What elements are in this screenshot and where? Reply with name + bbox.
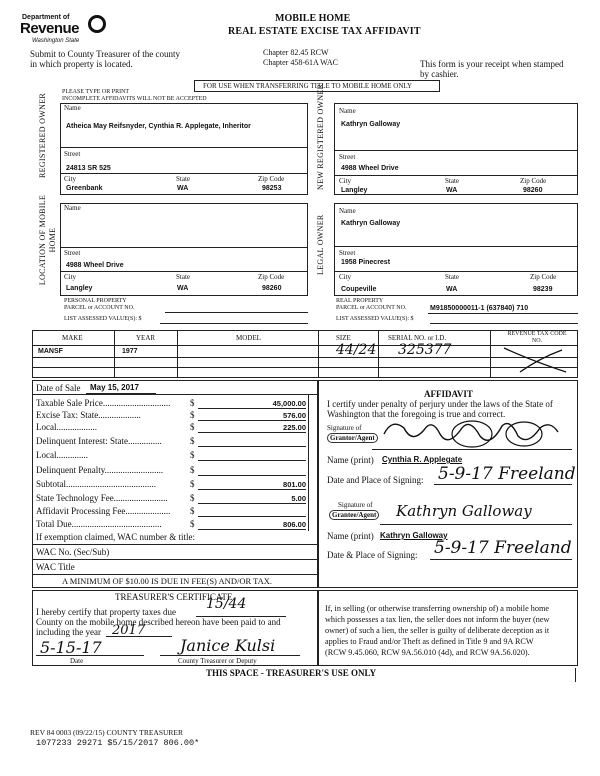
size-value[interactable]: 44/24 bbox=[336, 342, 377, 358]
grantor-agent-label: Grantor/Agent bbox=[327, 433, 378, 443]
new-registered-owner-label: NEW REGISTERED OWNER bbox=[316, 83, 325, 190]
date-of-sale-label: Date of Sale bbox=[36, 383, 81, 393]
location-label: LOCATION OF MOBILE HOME bbox=[38, 194, 57, 286]
fee-row-line bbox=[198, 475, 306, 476]
col-revenue-code: REVENUE TAX CODE NO. bbox=[507, 331, 567, 344]
fee-row-label: Taxable Sale Price.............................. bbox=[36, 398, 171, 408]
registered-owner-label: REGISTERED OWNER bbox=[38, 92, 47, 178]
notice-line4: applies to Fraud and/or Theft as defined in Title 9 and 9A RCW bbox=[325, 637, 534, 646]
fee-row-dollar: $ bbox=[190, 436, 195, 446]
exemption-label: If exemption claimed, WAC number & title: bbox=[36, 532, 196, 542]
loc-zip-value[interactable]: 98260 bbox=[262, 285, 282, 292]
loc-state-value[interactable]: WA bbox=[177, 285, 189, 292]
lo-state-value[interactable]: WA bbox=[446, 286, 458, 293]
grantor-date-label: Date and Place of Signing: bbox=[327, 475, 424, 485]
fee-row-line bbox=[198, 516, 306, 517]
treasurer-line3: including the year bbox=[36, 627, 101, 637]
grantor-sig-label: Signature of bbox=[327, 424, 362, 432]
parcel-left-label: PARCEL or ACCOUNT NO. bbox=[64, 305, 135, 311]
grantor-date-value[interactable]: 5-9-17 Freeland bbox=[438, 464, 576, 484]
ro-zip-value[interactable]: 98253 bbox=[262, 185, 282, 192]
cert-date-value[interactable]: 5-15-17 bbox=[40, 638, 102, 657]
logo-dept: Department of bbox=[22, 14, 70, 21]
nro-street-label: Street bbox=[339, 153, 356, 161]
parcel-right-value[interactable]: M91850000011-1 (637840) 710 bbox=[430, 305, 529, 312]
fee-row-amount[interactable]: 801.00 bbox=[283, 480, 306, 489]
grantee-name-value[interactable]: Kathryn Galloway bbox=[380, 531, 448, 540]
grantee-date-label: Date & Place of Signing: bbox=[327, 550, 418, 560]
nro-zip-label: Zip Code bbox=[520, 177, 547, 185]
lo-city-label: City bbox=[339, 273, 352, 281]
transfer-banner: FOR USE WHEN TRANSFERRING TITLE TO MOBILE HOME ONLY bbox=[194, 80, 440, 92]
fee-row-amount[interactable]: 45,000.00 bbox=[272, 399, 306, 408]
nro-city-value[interactable]: Langley bbox=[341, 187, 368, 194]
nro-state-value[interactable]: WA bbox=[446, 187, 458, 194]
fee-row-dollar: $ bbox=[190, 519, 195, 529]
notice-line3: owner) of such a lien, the seller is guilty of deliberate deception as it bbox=[325, 626, 550, 635]
logo-state: Washington State bbox=[32, 38, 80, 44]
fee-row-label: Excise Tax: State................... bbox=[36, 410, 141, 420]
form-number: REV 84 0003 (09/22/15) COUNTY TREASURER bbox=[30, 728, 183, 737]
loc-state-label: State bbox=[176, 273, 190, 281]
assessed-left-label: LIST ASSESSED VALUE(S): $ bbox=[64, 316, 142, 322]
lo-street-value[interactable]: 1958 Pinecrest bbox=[341, 259, 391, 266]
grantee-sig-label: Signature of bbox=[338, 501, 373, 509]
loc-street-label: Street bbox=[64, 249, 81, 257]
make-value[interactable]: MANSF bbox=[38, 348, 63, 355]
fee-row-label: Total Due........................................ bbox=[36, 519, 162, 529]
fee-row-line bbox=[198, 489, 306, 490]
fee-row-amount[interactable]: 5.00 bbox=[291, 494, 306, 503]
col-year: YEAR bbox=[136, 334, 156, 342]
legal-owner-label: LEGAL OWNER bbox=[316, 214, 325, 275]
nro-zip-value[interactable]: 98260 bbox=[523, 187, 543, 194]
form-title-line1: MOBILE HOME bbox=[275, 13, 351, 24]
lo-name-label: Name bbox=[339, 207, 356, 215]
notice-line5: (RCW 9.45.060, RCW 9A.56.010 (4d), and RCW 9A.56.020). bbox=[325, 648, 530, 657]
ro-street-value[interactable]: 24813 SR 525 bbox=[66, 165, 111, 172]
fee-row-label: Local.............. bbox=[36, 450, 88, 460]
lo-street-label: Street bbox=[339, 249, 356, 257]
year-paid-value[interactable]: 2017 bbox=[112, 623, 146, 638]
receipt-note-line1: This form is your receipt when stamped bbox=[420, 59, 564, 69]
incomplete-note: INCOMPLETE AFFIDAVITS WILL NOT BE ACCEPTED bbox=[62, 96, 207, 102]
fee-row-dollar: $ bbox=[190, 465, 195, 475]
revenue-code-mark bbox=[500, 346, 572, 374]
nro-city-label: City bbox=[339, 177, 352, 185]
fee-row-line bbox=[198, 460, 306, 461]
fee-row-label: Delinquent Penalty.......................... bbox=[36, 465, 164, 475]
col-make: MAKE bbox=[62, 334, 83, 342]
grantor-name-label: Name (print) bbox=[327, 455, 374, 465]
legal-owner-box bbox=[334, 203, 578, 296]
grantee-name-label: Name (print) bbox=[327, 531, 374, 541]
cert-date-label: Date bbox=[70, 657, 84, 665]
fee-row-dollar: $ bbox=[190, 422, 195, 432]
cert-by-label: County Treasurer or Deputy bbox=[178, 657, 257, 665]
fee-row-dollar: $ bbox=[190, 398, 195, 408]
chapter-wac: Chapter 458-61A WAC bbox=[263, 58, 338, 67]
grantee-agent-label: Grantee/Agent bbox=[329, 510, 379, 520]
personal-property-label: PERSONAL PROPERTY bbox=[64, 298, 127, 304]
fee-row-line bbox=[198, 420, 306, 421]
taxes-value[interactable]: 15/44 bbox=[206, 596, 247, 612]
fee-row-amount[interactable]: 806.00 bbox=[283, 520, 306, 529]
loc-zip-label: Zip Code bbox=[258, 273, 285, 281]
location-box bbox=[60, 203, 308, 296]
ro-city-label: City bbox=[64, 175, 77, 183]
fee-row-amount[interactable]: 225.00 bbox=[283, 423, 306, 432]
lo-zip-value[interactable]: 98239 bbox=[533, 286, 553, 293]
receipt-note-line2: by cashier. bbox=[420, 69, 459, 79]
fee-row-label: Delinquent Interest: State............... bbox=[36, 436, 162, 446]
grantee-signature[interactable]: Kathryn Galloway bbox=[396, 502, 532, 520]
real-property-label: REAL PROPERTY bbox=[336, 298, 384, 304]
fee-row-line bbox=[198, 446, 306, 447]
nro-state-label: State bbox=[445, 177, 459, 185]
treasurer-line1: I hereby certify that property taxes due bbox=[36, 607, 176, 617]
loc-name-label: Name bbox=[64, 204, 81, 212]
ro-state-value[interactable]: WA bbox=[177, 185, 189, 192]
chapter-rcw: Chapter 82.45 RCW bbox=[263, 48, 329, 57]
serial-value[interactable]: 325377 bbox=[398, 342, 452, 358]
parcel-right-label: PARCEL or ACCOUNT NO. bbox=[336, 305, 407, 311]
fee-row-amount[interactable]: 576.00 bbox=[283, 411, 306, 420]
submit-line1: Submit to County Treasurer of the county bbox=[30, 49, 180, 59]
minimum-note: A MINIMUM OF $10.00 IS DUE IN FEE(S) AND/OR TAX. bbox=[62, 576, 273, 586]
ro-name-label: Name bbox=[64, 104, 81, 112]
lo-zip-label: Zip Code bbox=[530, 273, 557, 281]
col-size: SIZE bbox=[336, 334, 351, 342]
fee-row-line bbox=[198, 503, 306, 504]
fee-row-label: State Technology Fee........................ bbox=[36, 493, 168, 503]
ro-zip-label: Zip Code bbox=[258, 175, 285, 183]
logo-name: Revenue bbox=[20, 20, 80, 37]
affidavit-text1: I certify under penalty of perjury under the laws of the State of bbox=[327, 399, 553, 409]
fee-row-dollar: $ bbox=[190, 506, 195, 516]
ro-state-label: State bbox=[176, 175, 190, 183]
fee-row-dollar: $ bbox=[190, 410, 195, 420]
fee-row-dollar: $ bbox=[190, 493, 195, 503]
date-of-sale-value[interactable]: May 15, 2017 bbox=[90, 383, 139, 392]
lo-name-value[interactable]: Kathryn Galloway bbox=[341, 220, 401, 227]
affidavit-title: AFFIDAVIT bbox=[424, 389, 473, 399]
fee-row-line bbox=[198, 529, 306, 530]
notice-line2: which possesses a tax lien, the seller does not inform the buyer (new bbox=[325, 615, 550, 624]
grantee-date-value[interactable]: 5-9-17 Freeland bbox=[434, 538, 572, 558]
grantor-signature[interactable] bbox=[378, 414, 568, 452]
fee-row-label: Subtotal........................................ bbox=[36, 479, 157, 489]
affidavit-text2: Washington that the foregoing is true and correct. bbox=[327, 409, 506, 419]
grantor-name-value[interactable]: Cynthia R. Applegate bbox=[382, 455, 463, 464]
print-note: PLEASE TYPE OR PRINT bbox=[62, 89, 130, 95]
treasurer-line2: County on the mobile home described hereon have been paid to and bbox=[36, 617, 281, 627]
wa-logo-icon bbox=[88, 15, 106, 33]
ro-city-value[interactable]: Greenbank bbox=[66, 185, 103, 192]
fee-row-dollar: $ bbox=[190, 450, 195, 460]
receipt-stamp: 1077233 29271 $5/15/2017 806.00* bbox=[36, 738, 200, 748]
notice-line1: If, in selling (or otherwise transferring ownership of) a mobile home bbox=[325, 604, 549, 613]
submit-line2: in which property is located. bbox=[30, 59, 133, 69]
loc-city-label: City bbox=[64, 273, 77, 281]
fee-row-line bbox=[198, 432, 306, 433]
form-title-line2: REAL ESTATE EXCISE TAX AFFIDAVIT bbox=[228, 26, 421, 37]
fee-row-label: Affidavit Processing Fee.................... bbox=[36, 506, 171, 516]
loc-street-value[interactable]: 4988 Wheel Drive bbox=[66, 262, 124, 269]
col-model: MODEL bbox=[236, 334, 261, 342]
fee-row-line bbox=[198, 408, 306, 409]
col-serial: SERIAL NO. or I.D. bbox=[388, 334, 447, 342]
year-value[interactable]: 1977 bbox=[122, 348, 138, 355]
treasurer-use-label: THIS SPACE - TREASURER'S USE ONLY bbox=[206, 668, 377, 678]
ro-street-label: Street bbox=[64, 150, 81, 158]
loc-city-value[interactable]: Langley bbox=[66, 285, 93, 292]
treasurer-title: TREASURER'S CERTIFICATE bbox=[115, 592, 233, 602]
wac-no-label: WAC No. (Sec/Sub) bbox=[36, 547, 110, 557]
lo-city-value[interactable]: Coupeville bbox=[341, 286, 377, 293]
nro-name-value[interactable]: Kathryn Galloway bbox=[341, 121, 401, 128]
lo-state-label: State bbox=[445, 273, 459, 281]
nro-street-value[interactable]: 4988 Wheel Drive bbox=[341, 165, 399, 172]
fee-row-dollar: $ bbox=[190, 479, 195, 489]
fee-row-label: Local.................. bbox=[36, 422, 97, 432]
treasurer-signature[interactable]: Janice Kulsi bbox=[180, 636, 276, 655]
wac-title-label: WAC Title bbox=[36, 562, 75, 572]
assessed-right-label: LIST ASSESSED VALUE(S): $ bbox=[336, 316, 414, 322]
ro-name-value[interactable]: Atheica May Reifsnyder, Cynthia R. Applegate, Inheritor bbox=[66, 123, 251, 130]
nro-name-label: Name bbox=[339, 107, 356, 115]
